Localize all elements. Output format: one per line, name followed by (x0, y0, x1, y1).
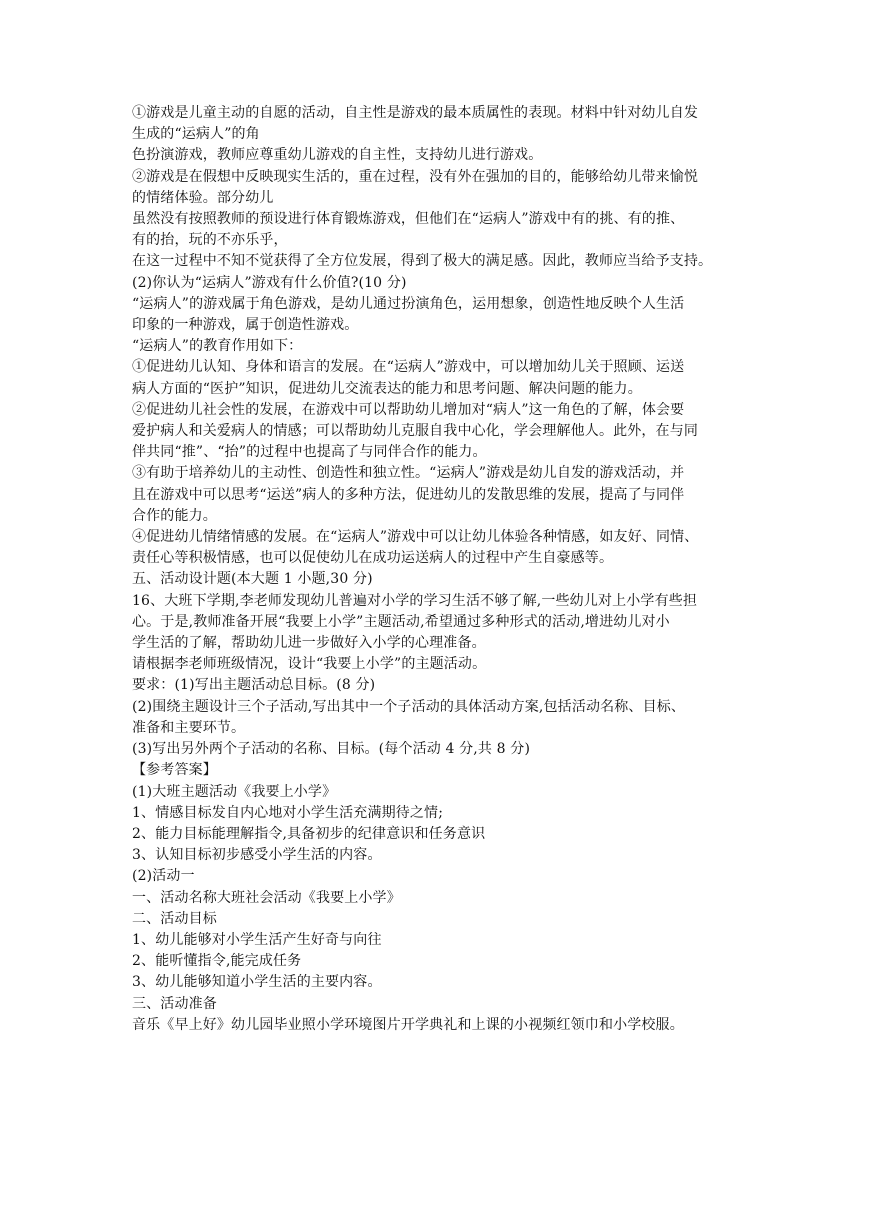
paragraph-line: 在这一过程中不知不觉获得了全方位发展，得到了极大的满足感。因此，教师应当给予支持。 (132, 253, 713, 270)
section-heading: 五、活动设计题(本大题 1 小题,30 分) (132, 571, 373, 588)
paragraph-line: “运病人”的游戏属于角色游戏，是幼儿通过扮演角色，运用想象，创造性地反映个人生活 (132, 295, 685, 312)
paragraph-line: ②游戏是在假想中反映现实生活的，重在过程，没有外在强加的目的，能够给幼儿带来愉悦 (132, 168, 698, 185)
paragraph-line: ③有助于培养幼儿的主动性、创造性和独立性。“运病人”游戏是幼儿自发的游戏活动，并 (132, 465, 685, 482)
paragraph-line: 2、能听懂指令,能完成任务 (132, 953, 302, 970)
paragraph-line: 一、活动名称大班社会活动《我要上小学》 (132, 889, 401, 906)
paragraph-line: ②促进幼儿社会性的发展，在游戏中可以帮助幼儿增加对“病人”这一角色的了解，体会要 (132, 401, 685, 418)
paragraph-line: 三、活动准备 (132, 995, 217, 1012)
paragraph-line: 有的抬，玩的不亦乐乎， (132, 232, 288, 249)
paragraph-line: 3、认知目标初步感受小学生活的内容。 (132, 847, 382, 864)
paragraph-line: 3、幼儿能够知道小学生活的主要内容。 (132, 974, 382, 991)
paragraph-line: (3)写出另外两个子活动的名称、目标。(每个活动 4 分,共 8 分) (132, 741, 531, 758)
paragraph-line: 印象的一种游戏，属于创造性游戏。 (132, 317, 359, 334)
paragraph-line: (2)围绕主题设计三个子活动,写出其中一个子活动的具体活动方案,包括活动名称、目标、 (132, 698, 686, 715)
answer-heading: 【参考答案】 (132, 762, 217, 779)
paragraph-line: 责任心等积极情感，也可以促使幼儿在成功运送病人的过程中产生自豪感等。 (132, 550, 614, 567)
paragraph-line: 2、能力目标能理解指令,具备初步的纪律意识和任务意识 (132, 825, 486, 842)
paragraph-line: 病人方面的“医护”知识，促进幼儿交流表达的能力和思考问题、解决问题的能力。 (132, 380, 642, 397)
paragraph-line: 16、大班下学期,李老师发现幼儿普遍对小学的学习生活不够了解,一些幼儿对上小学有些担 (132, 592, 698, 609)
paragraph-line: 准备和主要环节。 (132, 719, 246, 736)
paragraph-line: “运病人”的教育作用如下： (132, 338, 303, 355)
paragraph-line: 音乐《早上好》幼儿园毕业照小学环境图片开学典礼和上课的小视频红领巾和小学校服。 (132, 1016, 684, 1033)
paragraph-line: 色扮演游戏，教师应尊重幼儿游戏的自主性，支持幼儿进行游戏。 (132, 147, 543, 164)
paragraph-line: 请根据李老师班级情况，设计“我要上小学”的主题活动。 (132, 656, 487, 673)
paragraph-line: 二、活动目标 (132, 910, 217, 927)
paragraph-line: 1、幼儿能够对小学生活产生好奇与向往 (132, 931, 382, 948)
paragraph-line: 合作的能力。 (132, 507, 217, 524)
paragraph-line: 爱护病人和关爱病人的情感；可以帮助幼儿克服自我中心化，学会理解他人。此外，在与同 (132, 423, 698, 440)
paragraph-line: ①促进幼儿认知、身体和语言的发展。在“运病人”游戏中，可以增加幼儿关于照顾、运送 (132, 359, 685, 376)
paragraph-line: ①游戏是儿童主动的自愿的活动，自主性是游戏的最本质属性的表现。材料中针对幼儿自发 (132, 105, 698, 121)
paragraph-line: 生成的“运病人”的角 (132, 126, 260, 143)
paragraph-line: ④促进幼儿情绪情感的发展。在“运病人”游戏中可以让幼儿体验各种情感，如友好、同情、 (132, 529, 699, 546)
paragraph-line: 虽然没有按照教师的预设进行体育锻炼游戏，但他们在“运病人”游戏中有的挑、有的推、 (132, 211, 685, 228)
document-body (132, 103, 742, 1036)
paragraph-line: (1)大班主题活动《我要上小学》 (132, 783, 337, 800)
paragraph-line: 学生活的了解，帮助幼儿进一步做好入小学的心理准备。 (132, 635, 486, 652)
paragraph-line: (2)活动一 (132, 868, 195, 885)
paragraph-line: 要求：(1)写出主题活动总目标。(8 分) (132, 677, 376, 694)
paragraph-line: 1、情感目标发自内心地对小学生活充满期待之情; (132, 804, 444, 821)
paragraph-line: 心。于是,教师准备开展“我要上小学”主题活动,希望通过多种形式的活动,增进幼儿对小 (132, 613, 670, 630)
paragraph-line: 且在游戏中可以思考“运送”病人的多种方法，促进幼儿的发散思维的发展，提高了与同伴 (132, 486, 685, 503)
paragraph-line: 的情绪体验。部分幼儿 (132, 189, 274, 206)
paragraph-line: 伴共同“推”、“抬”的过程中也提高了与同伴合作的能力。 (132, 444, 487, 461)
question-heading: (2)你认为“运病人”游戏有什么价值?(10 分) (132, 274, 407, 291)
